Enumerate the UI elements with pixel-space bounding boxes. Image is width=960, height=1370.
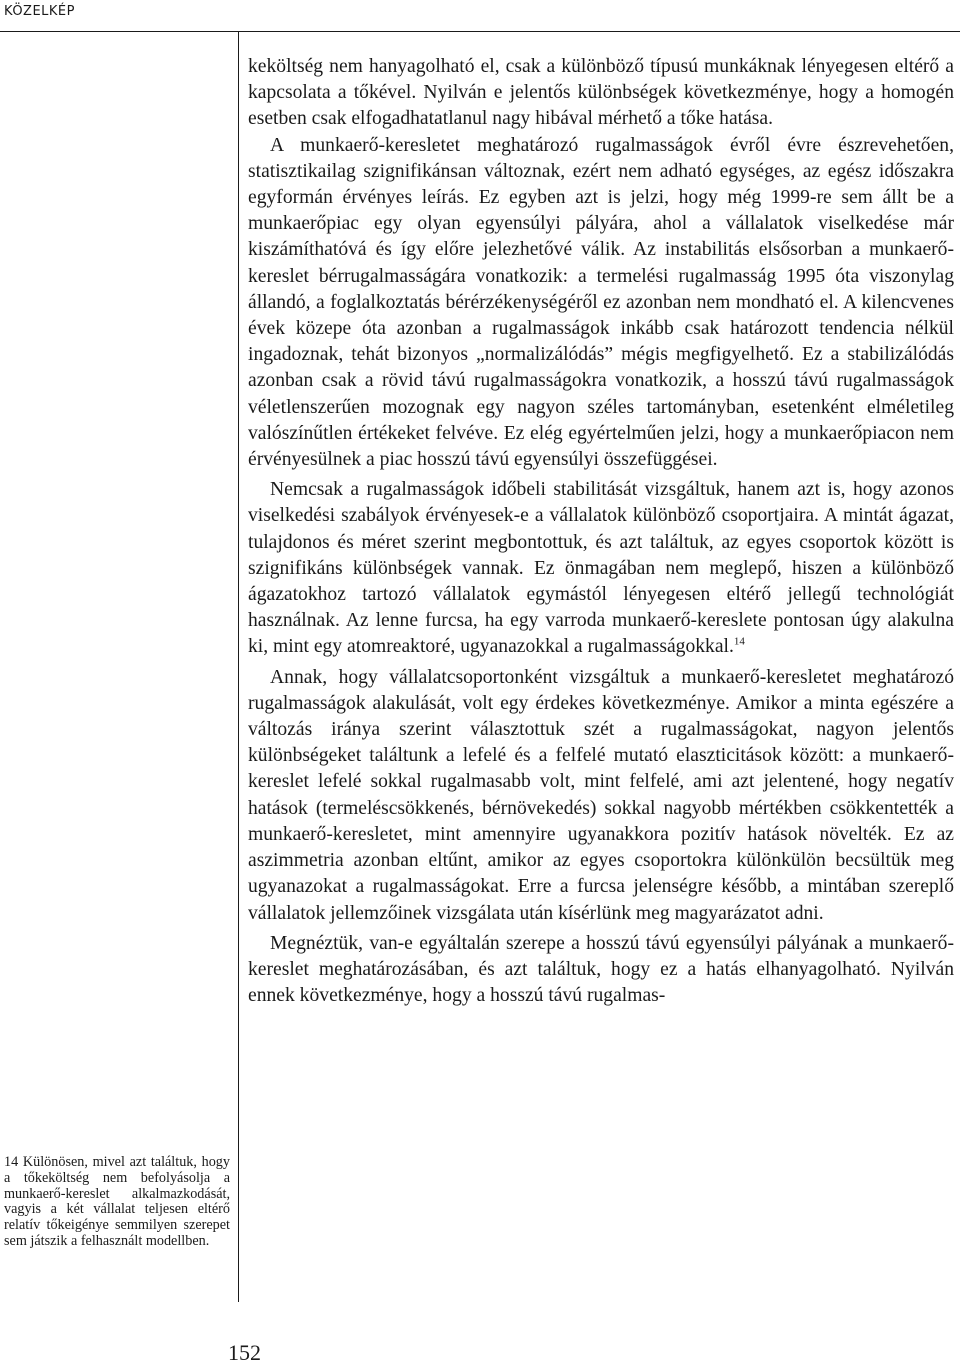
paragraph-5: Megnéztük, van-e egyáltalán szerepe a hosszú távú egyensúlyi pályának a munkaerő-kereslet meghatározásában, és azt találtuk, hogy ez a hatás elhanyagolható. Nyilván ennek következménye, hogy a hosszú távú rugalmas- (248, 932, 954, 1007)
paragraph-4: Annak, hogy vállalatcsoportonként vizsgáltuk a munkaerő-keresletet meghatározó rugalmasságok alakulását, volt egy érdekes következménye. Amikor a minta egészére a változás iránya szerint választottuk szét a rugalmasságokat, nagyon jelentős különbségeket találtunk a lefelé és a felfelé mutató elaszticitások között: a munkaerő-kereslet lefelé sokkal rugalmasabb volt, mint felfelé, ami azt jelentené, hogy negatív hatások (termeléscsökkenés, bérnövekedés) sokkal nagyobb mértékben csökkentették a munkaerő-keresletet, mint amennyire ugyanakkora pozitív hatások növelték. Ez az aszimmetria azonban eltűnt, amikor az egyes csoportokra különkülön becsültük meg ugyanazokat a rugalmasságokat. Erre a furcsa jelenségre később, a mintában szereplő vállalatok jellemzőinek vizsgálata után kísérlünk meg magyarázatot adni. (248, 666, 954, 924)
section-label: KÖZELKÉP (4, 4, 75, 19)
paragraph-1: keköltség nem hanyagolható el, csak a különböző típusú munkáknak lényegesen eltérő a kapcsolata a tőkével. Nyilván e jelentős különbségek következménye, hogy a homogén esetben csak elfogadhatatlanul nagy hibával mérhető a tőke hatása. (248, 56, 954, 130)
footnote: 14 Különösen, mivel azt találtuk, hogy a tőkeköltség nem befolyásolja a munkaerő-kereslet alkalmazkodását, vagyis a két vállalat teljesen eltérő relatív tőkeigénye semmilyen szerepet sem játszik a felhasznált modellben. (4, 1154, 230, 1249)
paragraph-3 (248, 477, 954, 660)
footnote-reference[interactable]: 14 (733, 635, 745, 648)
page-number: 152 (228, 1340, 261, 1365)
margin-rule (238, 32, 239, 1302)
paragraph-3-text: Nemcsak a rugalmasságok időbeli stabilitását vizsgáltuk, hanem azt is, hogy azonos viselkedési szabályok érvényesek-e a vállalatok különböző csoportjaira. A mintát ágazat, tulajdonos és méret szerint megbontottuk, és azt találtuk, az egyes csoportok között is szignifikáns különbségek vannak. Ez önmagában nem meglepő, hiszen a különböző ágazatokhoz tartozó vállalatok egymástól lényegesen eltérő jellegű technológiát használnak. Az lenne furcsa, ha egy varroda munkaerő-kereslete pontosan úgy alakulna ki, mint egy atomreaktoré, ugyanazokkal a rugalmasságokkal. (248, 479, 954, 658)
paragraph-2: A munkaerő-keresletet meghatározó rugalmasságok évről évre észrevehetően, statisztikailag szignifikánsan változnak, ezért nem adható egységes, az egész időszakra egyformán érvényes leírás. Ez egyben azt is jelzi, hogy még 1999-re sem állt be a munkaerőpiac egy olyan egyensúlyi pályára, ahol a vállalatok viselkedése már kiszámíthatóvá és így előre jelezhetővé válik. Az instabilitás elsősorban a munkaerő-kereslet bérrugalmasságára vonatkozik: a termelési rugalmasság 1995 óta viszonylag állandó, a foglalkoztatás bérérzékenységéről ez azonban nem mondható el. A kilencvenes évek közepe óta azonban a rugalmasságok inkább csak határozott tendencia nélkül ingadoznak, tehát bizonyos „normalizálódás” mégis megfigyelhető. Ez a stabilizálódás azonban csak a rövid távú rugalmasságokra vonatkozik, a hosszú távú rugalmasságok véletlenszerűen mozognak egy nagyon széles tartományban, esetenként elméletileg valószínűtlen értékeket felvéve. Ez elég egyértelműen jelzi, hogy a munkaerőpiacon nem érvényesülnek a piac hosszú távú egyensúlyi összefüggései. (248, 134, 954, 471)
header-rule (0, 31, 960, 32)
main-text-column (248, 54, 954, 1009)
